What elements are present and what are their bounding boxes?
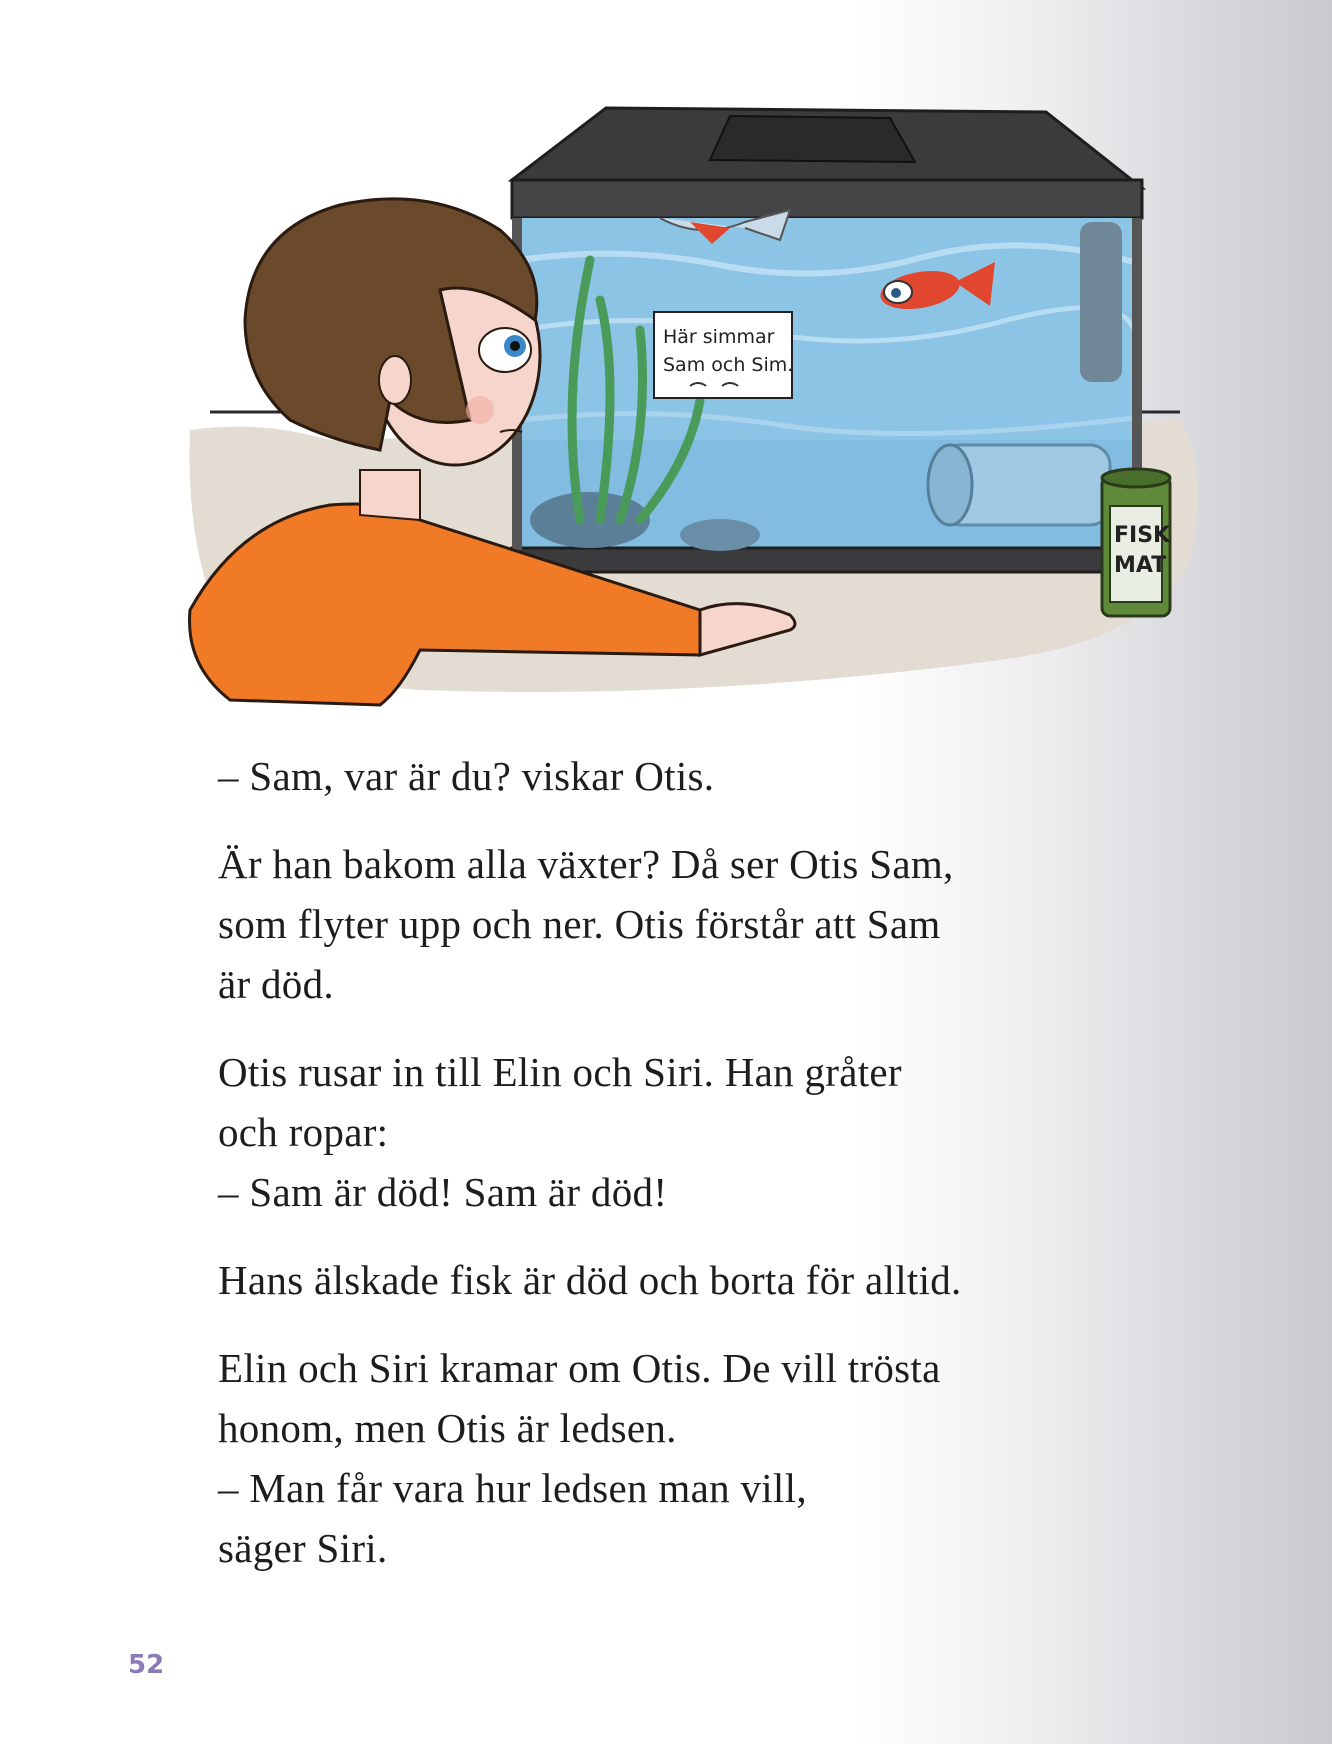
text-line: – Sam är död! Sam är död! <box>218 1169 668 1215</box>
text-line: som flyter upp och ner. Otis förstår att Sam <box>218 901 941 947</box>
story-text <box>218 746 1178 1606</box>
text-line: och ropar: <box>218 1109 389 1155</box>
paragraph <box>218 834 1178 1014</box>
paragraph <box>218 1338 1178 1578</box>
text-line: – Sam, var är du? viskar Otis. <box>218 753 715 799</box>
text-line: är död. <box>218 961 334 1007</box>
text-line: säger Siri. <box>218 1525 388 1571</box>
jar-line-2: MAT <box>1114 553 1167 578</box>
sign-line-1: Här simmar <box>663 326 775 348</box>
text-line: – Man får vara hur ledsen man vill, <box>218 1465 807 1511</box>
text-line: Elin och Siri kramar om Otis. De vill trösta <box>218 1345 941 1391</box>
paragraph <box>218 1042 1178 1222</box>
text-line: honom, men Otis är ledsen. <box>218 1405 677 1451</box>
jar-line-1: FISK <box>1114 523 1171 548</box>
sign-line-2: Sam och Sim. <box>663 354 794 376</box>
aquarium-icon <box>512 108 1142 572</box>
text-line: Hans älskade fisk är död och borta för alltid. <box>218 1257 962 1303</box>
page-number: 52 <box>128 1650 165 1680</box>
text-line: Är han bakom alla växter? Då ser Otis Sam, <box>218 841 954 887</box>
paragraph <box>218 746 1178 806</box>
illustration <box>0 0 1332 720</box>
paragraph <box>218 1250 1178 1310</box>
text-line: Otis rusar in till Elin och Siri. Han gråter <box>218 1049 902 1095</box>
fish-food-jar-icon <box>1102 469 1171 616</box>
